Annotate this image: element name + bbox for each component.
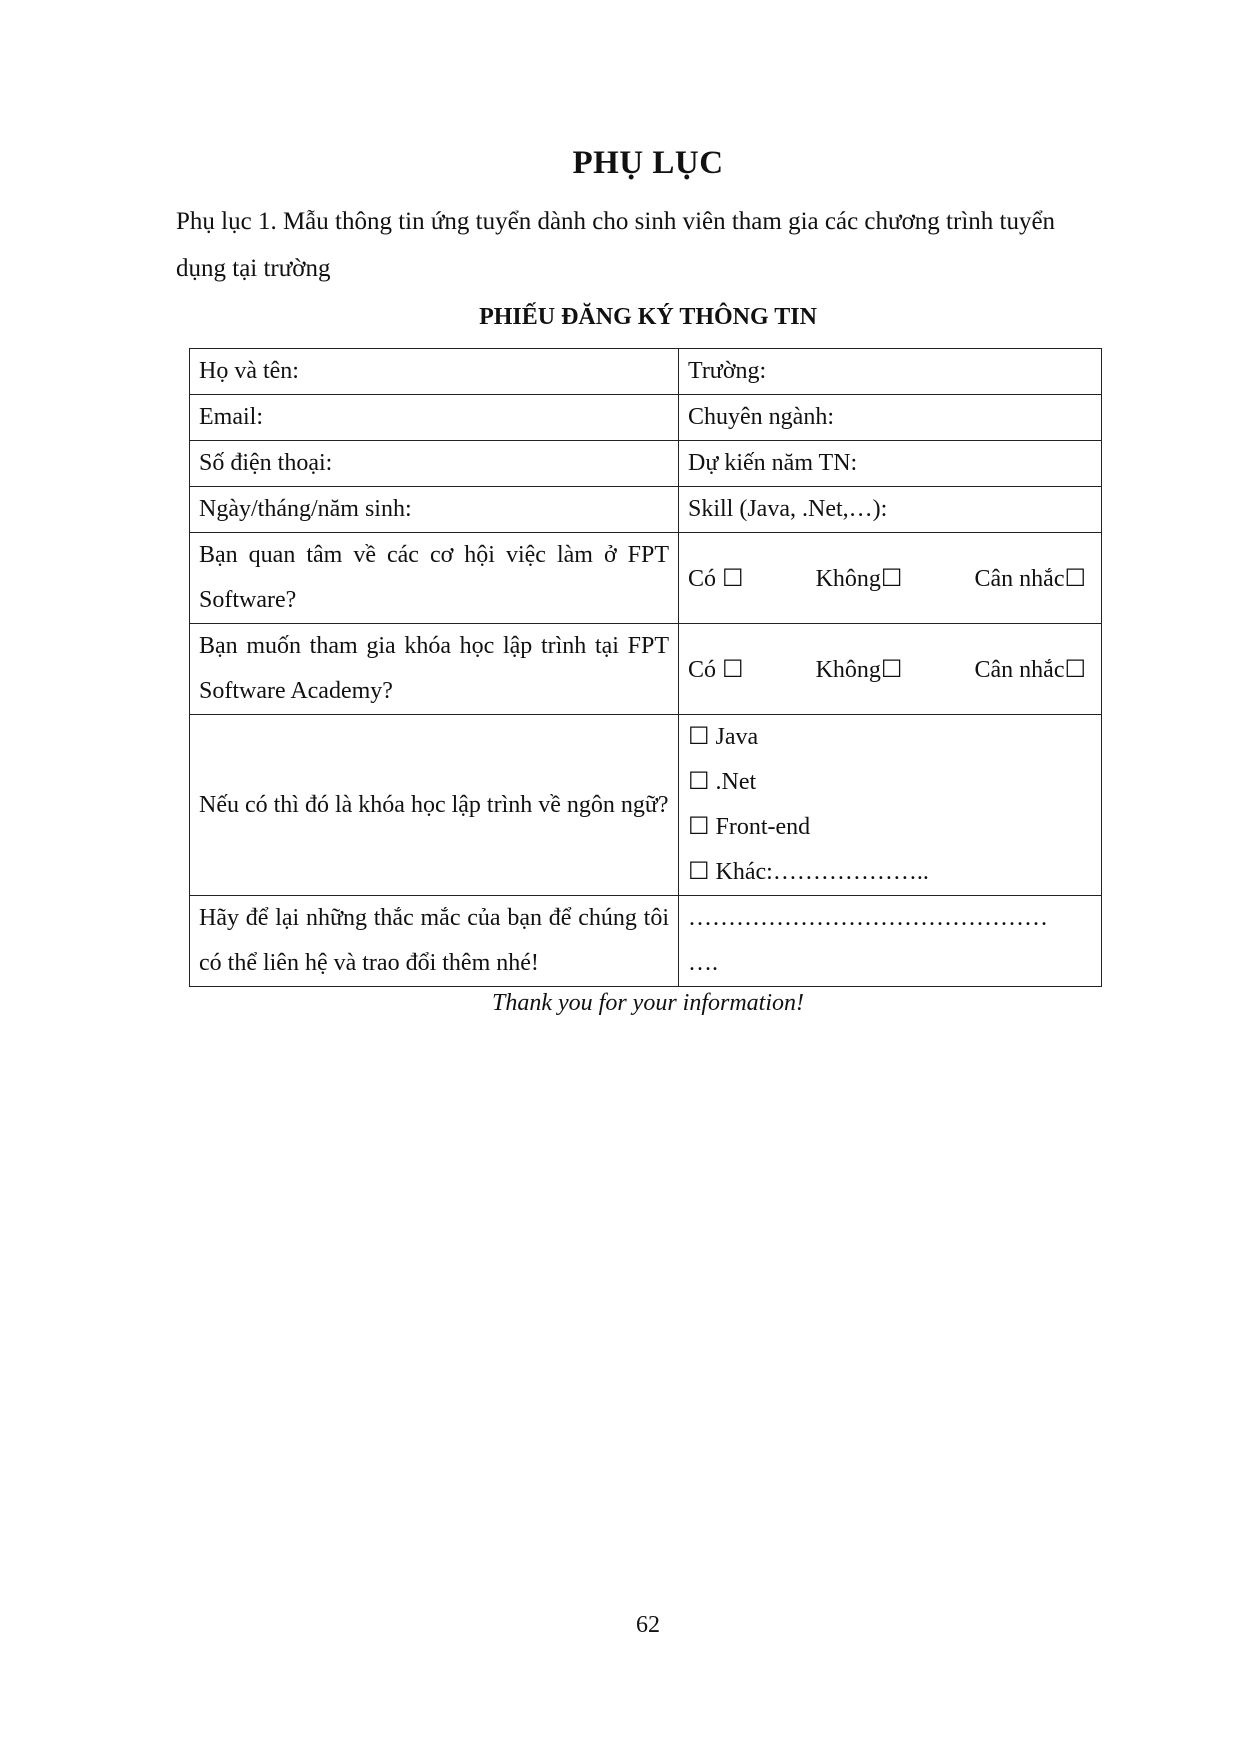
table-row — [190, 624, 1102, 715]
frontend-checkbox[interactable]: ☐ Front-end — [688, 814, 811, 840]
dotted-line: …. — [688, 950, 718, 976]
java-checkbox[interactable]: ☐ Java — [688, 724, 759, 750]
other-language-checkbox[interactable]: ☐ Khác:……………….. — [688, 859, 929, 885]
table-row — [190, 896, 1102, 987]
major-field[interactable]: Chuyên ngành: — [679, 395, 1102, 441]
full-name-field[interactable]: Họ và tên: — [190, 349, 679, 395]
table-row — [190, 533, 1102, 624]
table-row — [190, 395, 1102, 441]
birthdate-field[interactable]: Ngày/tháng/năm sinh: — [190, 487, 679, 533]
page-title: PHỤ LỤC — [572, 145, 724, 181]
skill-field[interactable]: Skill (Java, .Net,…): — [679, 487, 1102, 533]
table-row — [190, 441, 1102, 487]
questions-answer-field[interactable] — [679, 896, 1102, 987]
academy-options — [679, 624, 1102, 715]
dotnet-checkbox[interactable]: ☐ .Net — [688, 769, 757, 795]
jobs-consider-checkbox[interactable]: Cân nhắc☐ — [974, 565, 1086, 592]
jobs-no-checkbox[interactable]: Không☐ — [815, 565, 903, 592]
table-row — [190, 349, 1102, 395]
email-field[interactable]: Email: — [190, 395, 679, 441]
school-field[interactable]: Trường: — [679, 349, 1102, 395]
jobs-yes-checkbox[interactable]: Có ☐ — [688, 565, 744, 592]
academy-yes-checkbox[interactable]: Có ☐ — [688, 656, 744, 683]
jobs-interest-options — [679, 533, 1102, 624]
academy-question: Bạn muốn tham gia khóa học lập trình tại FPT Software Academy? — [190, 624, 679, 715]
academy-no-checkbox[interactable]: Không☐ — [815, 656, 903, 683]
form-title: PHIẾU ĐĂNG KÝ THÔNG TIN — [479, 304, 817, 330]
jobs-interest-question: Bạn quan tâm về các cơ hội việc làm ở FPT Software? — [190, 533, 679, 624]
graduation-year-field[interactable]: Dự kiến năm TN: — [679, 441, 1102, 487]
thank-you-note: Thank you for your information! — [492, 990, 804, 1016]
table-row — [190, 487, 1102, 533]
intro-paragraph: Phụ lục 1. Mẫu thông tin ứng tuyển dành cho sinh viên tham gia các chương trình tuyển dụng tại trường — [176, 208, 1056, 282]
page-number: 62 — [636, 1612, 660, 1638]
language-question: Nếu có thì đó là khóa học lập trình về ngôn ngữ? — [190, 715, 679, 896]
academy-consider-checkbox[interactable]: Cân nhắc☐ — [974, 656, 1086, 683]
table-row — [190, 715, 1102, 896]
questions-prompt: Hãy để lại những thắc mắc của bạn để chúng tôi có thể liên hệ và trao đổi thêm nhé! — [190, 896, 679, 987]
language-options — [679, 715, 1102, 896]
dotted-line: ……………………………………… — [688, 905, 1048, 931]
phone-field[interactable]: Số điện thoại: — [190, 441, 679, 487]
registration-form-table — [189, 348, 1102, 987]
